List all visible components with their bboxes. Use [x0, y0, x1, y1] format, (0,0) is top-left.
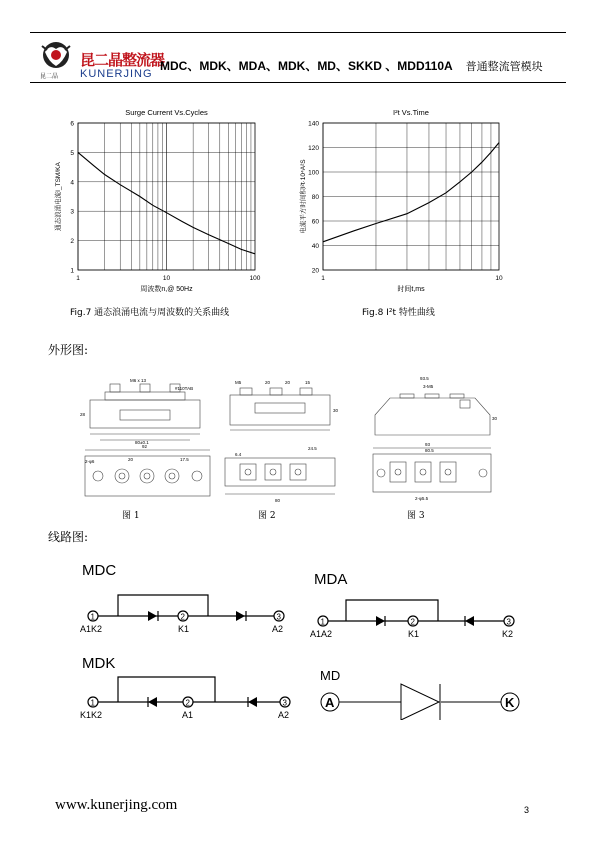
- surge-title: Surge Current Vs.Cycles: [125, 108, 208, 117]
- fig2-label: 图 2: [258, 511, 276, 521]
- surge-ytick: 2: [70, 238, 74, 246]
- f2-pitch2-dim: 20: [285, 380, 291, 385]
- circuit-mdk: [78, 648, 298, 723]
- f2-height-dim: 30: [333, 408, 339, 413]
- fig8-caption: Fig.8 I²t 特性曲线: [362, 308, 435, 318]
- i2t-xtick: 10: [495, 275, 503, 282]
- surge-xlabel: 周波数n,@ 50Hz: [140, 286, 193, 293]
- surge-xtick: 100: [249, 275, 261, 282]
- f2-b-dim: 6.4: [235, 452, 242, 457]
- mda-diode-1: [376, 616, 385, 626]
- f1-screw-dim: M6 x 13: [130, 378, 147, 383]
- surge-ytick: 5: [70, 149, 74, 157]
- f1-width-dim: 80±0.1: [135, 440, 149, 445]
- i2t-ytick: 140: [308, 120, 319, 128]
- md-cathode: K: [505, 695, 515, 710]
- logo-caption: 昆二晶: [40, 73, 59, 80]
- f3-screw-dim: 3-M5: [423, 384, 434, 389]
- mdk-term-3: A2: [278, 710, 290, 720]
- f2-a-dim: 24.5: [308, 446, 317, 451]
- mda-term-1: A1A2: [310, 629, 333, 639]
- surge-ylabel: 通态浪涌电流I_TSM/KA: [55, 162, 62, 231]
- mdk-term-2: A1: [182, 710, 194, 720]
- f2-pitch3-dim: 15: [305, 380, 311, 385]
- circuit-mdc: [78, 555, 298, 635]
- f3-base-width2-dim: 80.5: [425, 448, 434, 453]
- surge-ytick: 1: [70, 267, 74, 275]
- mdc-term-3: A2: [272, 624, 284, 634]
- surge-ytick: 4: [70, 179, 74, 187]
- outline-figure-3: [365, 370, 500, 505]
- f3-width-dim: 93.5: [420, 376, 429, 381]
- mda-node-1: 1: [320, 617, 325, 627]
- mdc-diode-1: [148, 611, 157, 621]
- mdk-node-3: 3: [282, 698, 287, 708]
- f3-hole-dim: 2-φ5.5: [415, 496, 429, 501]
- surge-current-chart: [40, 100, 285, 300]
- i2t-curve: [323, 143, 499, 242]
- mdk-node-1: 1: [90, 698, 95, 708]
- mdc-term-2: K1: [178, 624, 190, 634]
- md-anode: A: [325, 695, 335, 710]
- mda-diode-2: [465, 616, 474, 626]
- surge-xtick: 1: [76, 275, 80, 282]
- f2-width-dim: 80: [275, 498, 281, 503]
- i2t-ytick: 80: [311, 194, 319, 201]
- fig7-caption: Fig.7 通态浪涌电流与周波数的关系曲线: [70, 308, 230, 318]
- mda-name: MDA: [314, 571, 348, 588]
- mdk-diode-2: [248, 697, 257, 707]
- f1-hole-dim: 2-φ6: [85, 459, 95, 464]
- i2t-ytick: 100: [308, 169, 319, 177]
- f1-pitch1-dim: 20: [128, 457, 134, 462]
- mdc-diode-2: [236, 611, 245, 621]
- fig1-label: 图 1: [122, 511, 140, 521]
- circuit-mda: [310, 566, 530, 641]
- product-type: 普通整流管模块: [465, 60, 543, 73]
- i2t-title: I²t Vs.Time: [393, 108, 429, 117]
- surge-xtick: 10: [162, 275, 171, 282]
- i2t-ytick: 60: [311, 218, 319, 226]
- header-top-rule: [30, 32, 566, 33]
- circuit-md: [315, 660, 530, 720]
- i2t-ytick: 20: [311, 267, 319, 275]
- mdc-term-1: A1K2: [80, 624, 103, 634]
- fig3-label: 图 3: [407, 511, 425, 521]
- mdk-term-1: K1K2: [80, 710, 103, 720]
- i2t-ylabel: 电流平方时间积I²t·10⁴A²S: [300, 159, 307, 234]
- i2t-ytick: 120: [308, 145, 319, 152]
- f1-tab-dim: #110TAB: [175, 386, 194, 391]
- page-number: 3: [524, 805, 530, 815]
- f1-width2-dim: 92: [142, 444, 148, 449]
- md-name: MD: [320, 668, 341, 683]
- outline-heading: 外形图:: [48, 343, 89, 357]
- f2-screw-dim: M5: [235, 380, 242, 385]
- header-bottom-rule: [30, 82, 566, 83]
- f3-height-dim: 30: [492, 416, 498, 421]
- mda-term-3: K2: [502, 629, 514, 639]
- surge-ytick: 6: [70, 120, 74, 128]
- mda-node-2: 2: [410, 617, 415, 627]
- surge-ytick: 3: [70, 208, 74, 216]
- f1-height-dim: 28: [80, 412, 86, 417]
- company-logo: [36, 40, 76, 74]
- outline-figure-1: [80, 370, 220, 505]
- mdk-node-2: 2: [185, 698, 190, 708]
- mdk-diode-1: [148, 697, 157, 707]
- outline-figure-2: [215, 370, 345, 505]
- mdc-node-1: 1: [90, 612, 95, 622]
- mdc-name: MDC: [82, 562, 117, 579]
- mdk-name: MDK: [82, 655, 116, 672]
- circuit-heading: 线路图:: [48, 530, 89, 544]
- f1-pitch2-dim: 17.5: [180, 457, 189, 462]
- mdc-node-3: 3: [276, 612, 281, 622]
- i2t-time-chart: [285, 100, 515, 300]
- mdc-node-2: 2: [180, 612, 185, 622]
- f2-pitch1-dim: 20: [265, 380, 271, 385]
- footer-website[interactable]: www.kunerjing.com: [55, 797, 178, 813]
- model-list: MDC、MDK、MDA、MDK、MD、SKKD 、MDD110A: [160, 59, 453, 73]
- mda-node-3: 3: [506, 617, 511, 627]
- brand-chinese: 昆二晶整流器: [80, 51, 165, 69]
- i2t-xtick: 1: [321, 275, 325, 282]
- i2t-ytick: 40: [311, 243, 319, 250]
- mda-term-2: K1: [408, 629, 420, 639]
- i2t-xlabel: 时间t,ms: [397, 286, 425, 293]
- document-title: [160, 57, 543, 74]
- brand-english: KUNERJING: [80, 68, 153, 80]
- f3-base-width-dim: 93: [425, 442, 431, 447]
